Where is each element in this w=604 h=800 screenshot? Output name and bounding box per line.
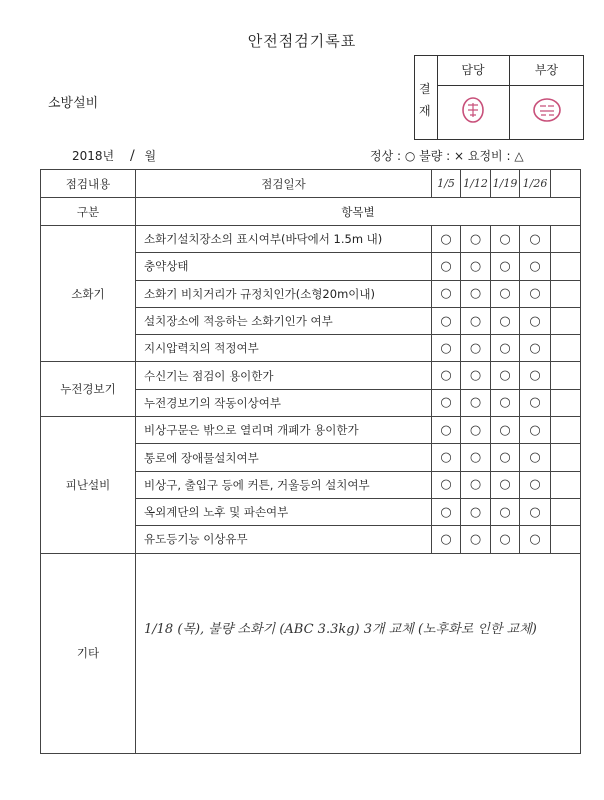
approval-box (414, 55, 584, 140)
check-mark: ○ (461, 417, 491, 444)
check-mark (551, 389, 581, 416)
item-text: 유도등기능 이상유무 (136, 526, 432, 553)
check-mark: ○ (461, 335, 491, 362)
check-mark: ○ (491, 471, 520, 498)
director-seal-stamp (531, 94, 563, 126)
header-row-2 (41, 198, 581, 226)
date-line (72, 147, 156, 164)
inspection-table (40, 169, 581, 754)
check-mark: ○ (491, 417, 520, 444)
check-mark: ○ (520, 280, 551, 307)
item-text: 소화기 비치거리가 규정치인가(소형20m이내) (136, 280, 432, 307)
approval-label (415, 56, 438, 139)
date-cell: 1/19 (491, 170, 520, 198)
check-mark: ○ (491, 280, 520, 307)
check-mark: ○ (461, 498, 491, 525)
category-cell: 피난설비 (41, 417, 136, 553)
header-row-1 (41, 170, 581, 198)
item-text: 소화기설치장소의 표시여부(바닥에서 1.5m 내) (136, 226, 432, 253)
check-mark: ○ (461, 389, 491, 416)
other-note: 1/18 (목), 불량 소화기 (ABC 3.3kg) 3개 교체 (노후화로 인한 교체) (144, 621, 537, 637)
check-mark: ○ (432, 417, 461, 444)
category-cell: 누전경보기 (41, 362, 136, 417)
item-text: 비상구문은 밖으로 열리며 개폐가 용이한가 (136, 417, 432, 444)
check-mark: ○ (461, 526, 491, 553)
date-cell: 1/5 (432, 170, 461, 198)
check-mark: ○ (432, 389, 461, 416)
approval-role-director: 부장 (510, 56, 583, 86)
page-title: 안전점검기록표 (247, 32, 357, 50)
check-mark: ○ (491, 498, 520, 525)
check-mark: ○ (491, 362, 520, 389)
header-date-col: 점검일자 (136, 170, 432, 198)
item-text: 누전경보기의 작동이상여부 (136, 389, 432, 416)
check-mark: ○ (520, 389, 551, 416)
check-mark: ○ (520, 362, 551, 389)
date-cell: 1/26 (520, 170, 551, 198)
check-mark: ○ (432, 253, 461, 280)
check-mark: ○ (491, 307, 520, 334)
status-legend: 정상 : ○ 불량 : × 요정비 : △ (370, 149, 524, 163)
item-text: 설치장소에 적응하는 소화기인가 여부 (136, 307, 432, 334)
check-mark (551, 526, 581, 553)
check-mark (551, 307, 581, 334)
check-mark: ○ (520, 444, 551, 471)
facility-name: 소방설비 (48, 96, 99, 111)
check-mark (551, 280, 581, 307)
check-mark: ○ (520, 226, 551, 253)
check-mark: ○ (461, 362, 491, 389)
check-mark: ○ (491, 253, 520, 280)
check-mark (551, 226, 581, 253)
other-category-cell: 기타 (41, 553, 136, 753)
item-text: 지시압력치의 적정여부 (136, 335, 432, 362)
table-row (41, 226, 581, 253)
item-text: 충약상태 (136, 253, 432, 280)
category-cell: 소화기 (41, 226, 136, 362)
check-mark: ○ (461, 307, 491, 334)
month-label: 월 (144, 149, 157, 163)
check-mark (551, 362, 581, 389)
header-group-col: 구분 (41, 198, 136, 226)
check-mark: ○ (491, 444, 520, 471)
check-mark: ○ (461, 280, 491, 307)
table-row (41, 417, 581, 444)
header-items-col: 항목별 (136, 198, 581, 226)
header-item-col: 점검내용 (41, 170, 136, 198)
item-text: 옥외계단의 노후 및 파손여부 (136, 498, 432, 525)
check-mark (551, 253, 581, 280)
check-mark: ○ (432, 362, 461, 389)
check-mark: ○ (520, 498, 551, 525)
year-text: 2018년 (72, 149, 115, 163)
item-text: 통로에 장애물설치여부 (136, 444, 432, 471)
check-mark: ○ (461, 226, 491, 253)
approval-role-manager: 담당 (437, 56, 509, 86)
check-mark: ○ (432, 307, 461, 334)
check-mark: ○ (491, 226, 520, 253)
check-mark: ○ (491, 389, 520, 416)
check-mark: ○ (491, 526, 520, 553)
check-mark: ○ (461, 444, 491, 471)
check-mark: ○ (461, 253, 491, 280)
other-row (41, 553, 581, 753)
check-mark: ○ (520, 335, 551, 362)
date-cell: 1/12 (461, 170, 491, 198)
check-mark: ○ (520, 471, 551, 498)
check-mark: ○ (432, 226, 461, 253)
check-mark: ○ (432, 526, 461, 553)
check-mark: ○ (520, 526, 551, 553)
approval-cell-manager (437, 56, 510, 139)
check-mark: ○ (520, 253, 551, 280)
date-cell (551, 170, 581, 198)
check-mark: ○ (432, 444, 461, 471)
check-mark: ○ (432, 498, 461, 525)
approval-cell-director (510, 56, 583, 139)
table-row (41, 362, 581, 389)
check-mark: ○ (432, 280, 461, 307)
other-note-cell (136, 553, 581, 753)
check-mark: ○ (491, 335, 520, 362)
approval-label-1: 결 (419, 82, 431, 96)
check-mark (551, 498, 581, 525)
check-mark: ○ (432, 335, 461, 362)
check-mark (551, 444, 581, 471)
check-mark (551, 471, 581, 498)
month-handwritten: / (129, 148, 135, 164)
check-mark: ○ (432, 471, 461, 498)
item-text: 비상구, 출입구 등에 커튼, 거울등의 설치여부 (136, 471, 432, 498)
manager-seal-stamp (457, 94, 489, 126)
check-mark: ○ (461, 471, 491, 498)
item-text: 수신기는 점검이 용이한가 (136, 362, 432, 389)
check-mark (551, 335, 581, 362)
approval-label-2: 재 (419, 104, 431, 118)
check-mark (551, 417, 581, 444)
check-mark: ○ (520, 307, 551, 334)
check-mark: ○ (520, 417, 551, 444)
